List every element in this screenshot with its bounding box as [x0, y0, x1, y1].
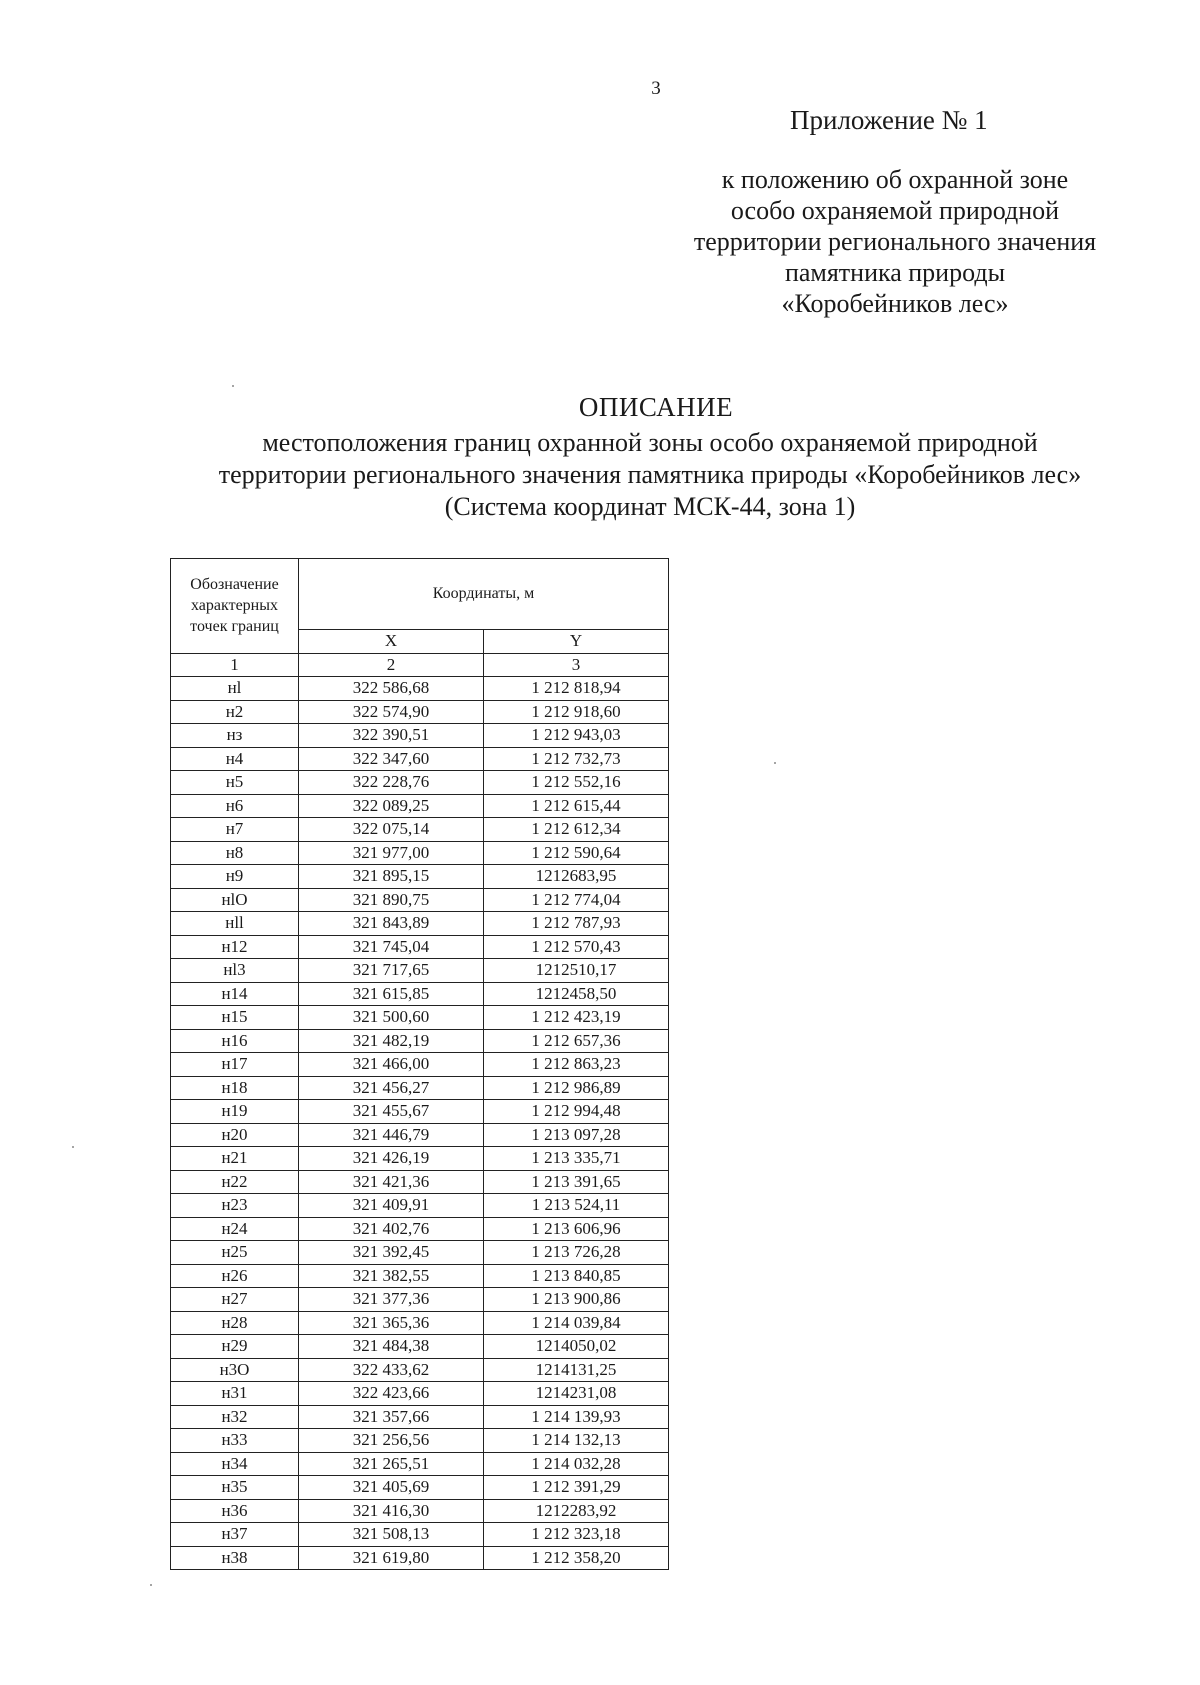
- point-designation-cell: н29: [171, 1335, 299, 1359]
- coordinate-y-cell: 1 212 732,73: [484, 747, 669, 771]
- point-designation-cell: н4: [171, 747, 299, 771]
- point-designation-cell: н20: [171, 1123, 299, 1147]
- table-row: [171, 841, 669, 865]
- coordinate-y-cell: 1 214 139,93: [484, 1405, 669, 1429]
- point-designation-cell: н37: [171, 1523, 299, 1547]
- coordinate-y-cell: 1 212 423,19: [484, 1006, 669, 1030]
- coordinate-y-cell: 1 212 787,93: [484, 912, 669, 936]
- table-row: [171, 1523, 669, 1547]
- point-designation-cell: н14: [171, 982, 299, 1006]
- coordinate-x-cell: 321 500,60: [299, 1006, 484, 1030]
- table-row: [171, 1194, 669, 1218]
- point-designation-cell: нlO: [171, 888, 299, 912]
- coordinate-x-cell: 322 574,90: [299, 700, 484, 724]
- table-row: [171, 935, 669, 959]
- coordinates-table-body: [171, 677, 669, 1570]
- coordinate-x-cell: 321 446,79: [299, 1123, 484, 1147]
- coordinate-x-cell: 321 392,45: [299, 1241, 484, 1265]
- coordinate-x-cell: 321 365,36: [299, 1311, 484, 1335]
- table-row: [171, 747, 669, 771]
- point-designation-cell: н22: [171, 1170, 299, 1194]
- coordinate-x-cell: 322 586,68: [299, 677, 484, 701]
- coordinate-x-cell: 321 977,00: [299, 841, 484, 865]
- point-designation-cell: н31: [171, 1382, 299, 1406]
- coordinate-y-cell: 1 213 840,85: [484, 1264, 669, 1288]
- coordinate-y-cell: 1 212 863,23: [484, 1053, 669, 1077]
- coordinate-y-cell: 1 212 986,89: [484, 1076, 669, 1100]
- table-row: [171, 1452, 669, 1476]
- coordinate-y-cell: 1 213 391,65: [484, 1170, 669, 1194]
- column-number: 2: [299, 653, 484, 677]
- point-designation-cell: н25: [171, 1241, 299, 1265]
- coordinate-y-cell: 1 213 726,28: [484, 1241, 669, 1265]
- subheading-line: местоположения границ охранной зоны особо охраняемой природной: [262, 428, 1038, 457]
- document-heading: ОПИСАНИЕ: [578, 392, 734, 422]
- point-designation-cell: н27: [171, 1288, 299, 1312]
- coordinate-y-cell: 1 213 900,86: [484, 1288, 669, 1312]
- point-designation-cell: н21: [171, 1147, 299, 1171]
- table-row: [171, 1217, 669, 1241]
- table-row: [171, 1311, 669, 1335]
- table-row: [171, 1382, 669, 1406]
- point-designation-cell: н32: [171, 1405, 299, 1429]
- coordinate-x-cell: 321 895,15: [299, 865, 484, 889]
- table-row: [171, 1429, 669, 1453]
- point-designation-cell: н12: [171, 935, 299, 959]
- scan-speck: [232, 385, 234, 387]
- coordinate-y-cell: 1 213 335,71: [484, 1147, 669, 1171]
- point-designation-cell: н3О: [171, 1358, 299, 1382]
- coordinate-x-cell: 321 402,76: [299, 1217, 484, 1241]
- annex-subtitle-line: особо охраняемой природной: [730, 196, 1060, 225]
- annex-subtitle-line: к положению об охранной зоне: [721, 165, 1069, 194]
- table-row: [171, 1546, 669, 1570]
- coordinate-x-cell: 321 426,19: [299, 1147, 484, 1171]
- header-x: X: [299, 630, 484, 654]
- point-designation-cell: н23: [171, 1194, 299, 1218]
- coordinate-y-cell: 1 212 943,03: [484, 724, 669, 748]
- coordinate-y-cell: 1 212 818,94: [484, 677, 669, 701]
- scan-speck: [150, 1584, 152, 1586]
- coordinate-x-cell: 321 409,91: [299, 1194, 484, 1218]
- coordinate-x-cell: 321 416,30: [299, 1499, 484, 1523]
- coordinate-x-cell: 321 421,36: [299, 1170, 484, 1194]
- coordinate-x-cell: 322 433,62: [299, 1358, 484, 1382]
- coordinate-y-cell: 1 212 570,43: [484, 935, 669, 959]
- table-row: [171, 1335, 669, 1359]
- coordinate-y-cell: 1 214 039,84: [484, 1311, 669, 1335]
- coordinate-x-cell: 321 466,00: [299, 1053, 484, 1077]
- table-row: [171, 794, 669, 818]
- coordinate-y-cell: 1 212 994,48: [484, 1100, 669, 1124]
- coordinate-y-cell: 1 214 132,13: [484, 1429, 669, 1453]
- coordinate-x-cell: 321 745,04: [299, 935, 484, 959]
- point-designation-cell: нз: [171, 724, 299, 748]
- table-row: [171, 1076, 669, 1100]
- point-designation-cell: н15: [171, 1006, 299, 1030]
- point-designation-cell: н8: [171, 841, 299, 865]
- coordinate-x-cell: 321 357,66: [299, 1405, 484, 1429]
- coordinate-x-cell: 321 256,56: [299, 1429, 484, 1453]
- table-row: [171, 865, 669, 889]
- table-row: [171, 1170, 669, 1194]
- table-row: [171, 982, 669, 1006]
- point-designation-cell: н35: [171, 1476, 299, 1500]
- coordinate-y-cell: 1 212 657,36: [484, 1029, 669, 1053]
- point-designation-cell: н2: [171, 700, 299, 724]
- table-row: [171, 1053, 669, 1077]
- coordinate-y-cell: 1 212 612,34: [484, 818, 669, 842]
- coordinate-x-cell: 321 619,80: [299, 1546, 484, 1570]
- coordinate-y-cell: 1 212 774,04: [484, 888, 669, 912]
- point-designation-cell: н6: [171, 794, 299, 818]
- coordinate-y-cell: 1 212 391,29: [484, 1476, 669, 1500]
- point-designation-cell: н19: [171, 1100, 299, 1124]
- page-number: 3: [651, 78, 661, 99]
- coordinate-y-cell: 1214231,08: [484, 1382, 669, 1406]
- point-designation-cell: н28: [171, 1311, 299, 1335]
- column-number: 1: [171, 653, 299, 677]
- coordinate-y-cell: 1212458,50: [484, 982, 669, 1006]
- coordinate-y-cell: 1 212 358,20: [484, 1546, 669, 1570]
- coordinate-y-cell: 1214131,25: [484, 1358, 669, 1382]
- table-row: [171, 1264, 669, 1288]
- point-designation-cell: н36: [171, 1499, 299, 1523]
- coordinate-x-cell: 321 843,89: [299, 912, 484, 936]
- table-row: [171, 771, 669, 795]
- coordinates-table: [170, 558, 669, 1570]
- point-designation-cell: нll: [171, 912, 299, 936]
- column-number: 3: [484, 653, 669, 677]
- coordinate-x-cell: 321 890,75: [299, 888, 484, 912]
- header-y: Y: [484, 630, 669, 654]
- coordinate-x-cell: 322 390,51: [299, 724, 484, 748]
- table-row: [171, 1405, 669, 1429]
- point-designation-cell: н17: [171, 1053, 299, 1077]
- coordinate-x-cell: 322 347,60: [299, 747, 484, 771]
- coordinate-y-cell: 1214050,02: [484, 1335, 669, 1359]
- annex-subtitle-line: «Коробейников лес»: [781, 289, 1009, 318]
- coordinate-y-cell: 1212510,17: [484, 959, 669, 983]
- coordinate-x-cell: 322 228,76: [299, 771, 484, 795]
- subheading-line: (Система координат МСК-44, зона 1): [444, 492, 856, 521]
- coordinate-x-cell: 321 265,51: [299, 1452, 484, 1476]
- scan-speck: [774, 762, 776, 764]
- coordinate-y-cell: 1 212 323,18: [484, 1523, 669, 1547]
- coordinate-y-cell: 1 213 606,96: [484, 1217, 669, 1241]
- point-designation-cell: нl: [171, 677, 299, 701]
- annex-title: Приложение № 1: [790, 105, 988, 135]
- table-row: [171, 677, 669, 701]
- table-row: [171, 888, 669, 912]
- coordinate-y-cell: 1 212 590,64: [484, 841, 669, 865]
- table-row: [171, 724, 669, 748]
- point-designation-cell: н7: [171, 818, 299, 842]
- point-designation-cell: н18: [171, 1076, 299, 1100]
- coordinate-y-cell: 1 213 524,11: [484, 1194, 669, 1218]
- coordinate-y-cell: 1 212 552,16: [484, 771, 669, 795]
- header-point-designation: Обозначение характерных точек границ: [171, 559, 299, 654]
- table-row: [171, 1241, 669, 1265]
- coordinate-x-cell: 322 423,66: [299, 1382, 484, 1406]
- table-row: [171, 1147, 669, 1171]
- table-row: [171, 1476, 669, 1500]
- point-designation-cell: н24: [171, 1217, 299, 1241]
- annex-subtitle-line: памятника природы: [784, 258, 1006, 287]
- coordinate-x-cell: 321 405,69: [299, 1476, 484, 1500]
- coordinate-x-cell: 321 456,27: [299, 1076, 484, 1100]
- point-designation-cell: н26: [171, 1264, 299, 1288]
- table-row: [171, 1358, 669, 1382]
- annex-subtitle-line: территории регионального значения: [693, 227, 1097, 256]
- coordinate-x-cell: 321 455,67: [299, 1100, 484, 1124]
- point-designation-cell: нl3: [171, 959, 299, 983]
- coordinate-x-cell: 322 089,25: [299, 794, 484, 818]
- coordinate-x-cell: 321 615,85: [299, 982, 484, 1006]
- coordinate-y-cell: 1212683,95: [484, 865, 669, 889]
- table-row: [171, 912, 669, 936]
- coordinate-x-cell: 321 482,19: [299, 1029, 484, 1053]
- table-row: [171, 818, 669, 842]
- coordinate-x-cell: 322 075,14: [299, 818, 484, 842]
- scan-speck: [72, 1146, 74, 1148]
- annex-subtitle: [660, 164, 1130, 319]
- subheading-line: территории регионального значения памятника природы «Коробейников лес»: [218, 460, 1082, 489]
- table-row: [171, 700, 669, 724]
- coordinate-y-cell: 1 212 918,60: [484, 700, 669, 724]
- header-coordinates: Координаты, м: [299, 559, 669, 630]
- point-designation-cell: н5: [171, 771, 299, 795]
- coordinate-x-cell: 321 382,55: [299, 1264, 484, 1288]
- point-designation-cell: н34: [171, 1452, 299, 1476]
- point-designation-cell: н16: [171, 1029, 299, 1053]
- coordinate-y-cell: 1 214 032,28: [484, 1452, 669, 1476]
- coordinate-x-cell: 321 717,65: [299, 959, 484, 983]
- table-row: [171, 1100, 669, 1124]
- table-row: [171, 1288, 669, 1312]
- point-designation-cell: н33: [171, 1429, 299, 1453]
- document-subheading: [150, 427, 1150, 523]
- table-row: [171, 1029, 669, 1053]
- table-row: [171, 1499, 669, 1523]
- coordinate-x-cell: 321 508,13: [299, 1523, 484, 1547]
- point-designation-cell: н9: [171, 865, 299, 889]
- coordinate-y-cell: 1 212 615,44: [484, 794, 669, 818]
- table-row: [171, 1006, 669, 1030]
- table-row: [171, 959, 669, 983]
- table-row: [171, 1123, 669, 1147]
- coordinate-x-cell: 321 377,36: [299, 1288, 484, 1312]
- point-designation-cell: н38: [171, 1546, 299, 1570]
- coordinate-y-cell: 1 213 097,28: [484, 1123, 669, 1147]
- coordinate-x-cell: 321 484,38: [299, 1335, 484, 1359]
- coordinate-y-cell: 1212283,92: [484, 1499, 669, 1523]
